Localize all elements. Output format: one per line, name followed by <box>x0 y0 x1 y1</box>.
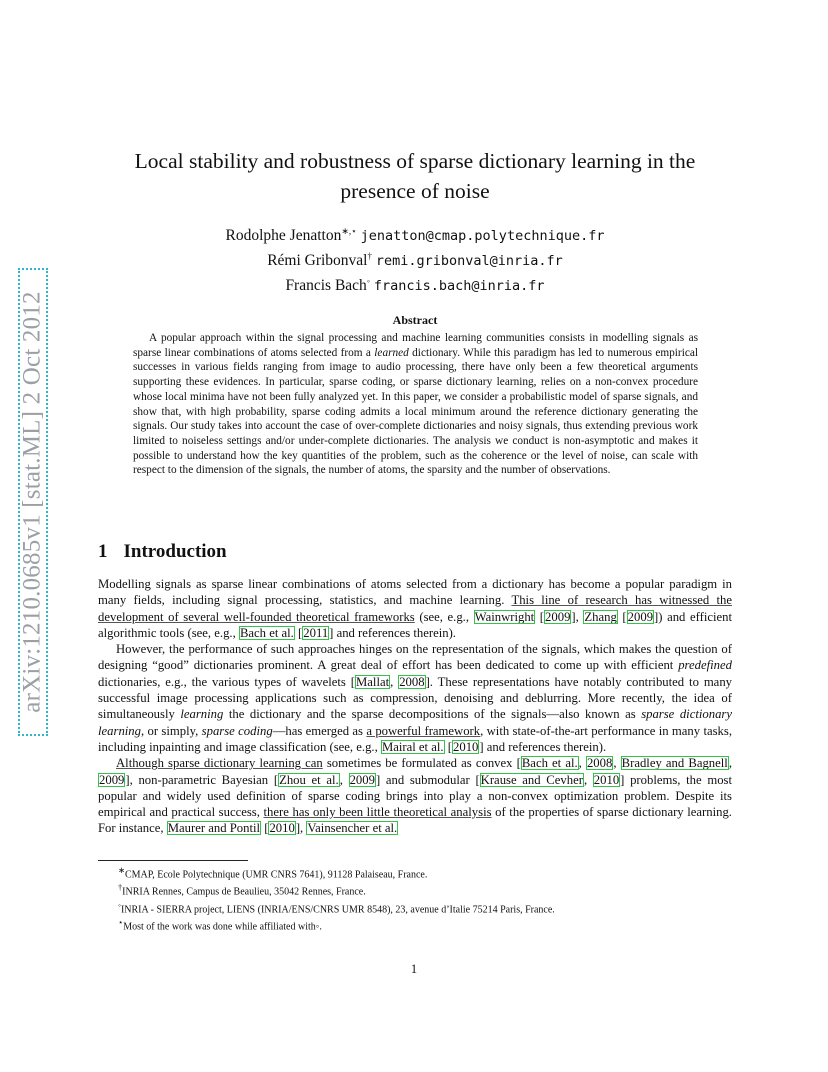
citation-link[interactable]: Mallat <box>356 674 390 689</box>
abstract-heading: Abstract <box>392 313 438 327</box>
footnote-text: Most of the work was done while affiliated with◦. <box>123 921 322 933</box>
footnote <box>118 916 728 933</box>
text-segment: ] and references therein). <box>329 625 456 640</box>
section-heading <box>98 541 227 563</box>
author-block <box>100 221 730 296</box>
citation-link[interactable]: 2009 <box>627 609 654 624</box>
citation-link[interactable]: Krause and Cevher <box>480 772 583 787</box>
text-segment: of the properties of sparse dictionary learning. For instance, <box>98 805 732 836</box>
text-segment: [ <box>294 625 303 640</box>
footnote-text: CMAP, Ecole Polytechnique (UMR CNRS 7641), 91128 Palaiseau, France. <box>124 869 428 881</box>
citation-link[interactable]: Maurer and Pontil <box>167 821 261 836</box>
text-segment: —has emerged as <box>272 723 367 738</box>
footnote-mark: ◦ <box>118 900 121 910</box>
section-number: 1 <box>98 541 108 562</box>
abstract-text <box>133 331 698 478</box>
text-segment: [ <box>617 609 627 624</box>
citation-link[interactable]: 2010 <box>269 821 295 836</box>
text-segment: ], <box>295 821 307 836</box>
abstract-segment: dictionary. While this paradigm has led to numerous empirical successes in various fields ranging from image to audio processing, there have only been a few theoretical arguments supporting these evidences. In particular, sparse coding, or sparse dictionary learning, relies on a non-convex procedure whose local minima have not been fully analyzed yet. In this paper, we consider a probabilistic model of sparse signals, and show that, with high probability, sparse coding admits a local minimum around the reference dictionary generating the signals. Our study takes into account the case of over-complete dictionaries and noisy signals, thus extending previous work limited to noiseless settings and/or under-complete dictionaries. The analysis we conduct is non-asymptotic and makes it possible to understand how the key quantities of the problem, such as the coherence or the level of noise, can scale with respect to the dimension of the signals, the number of atoms, the sparsity and the number of observations. <box>133 346 698 477</box>
citation-link[interactable]: Zhang <box>584 609 617 624</box>
footnote-text: INRIA Rennes, Campus de Beaulieu, 35042 Rennes, France. <box>122 886 366 898</box>
underlined-text: there has only been little theoretical analysis <box>263 805 492 820</box>
page-number: 1 <box>410 962 418 976</box>
author-line <box>100 271 730 296</box>
author-line <box>100 221 730 246</box>
text-segment: Modelling signals as sparse linear combinations of atoms selected from a dictionary has become a popular paradigm in many fields, including signal processing, statistics, and machine learning. <box>98 577 732 608</box>
author-email[interactable]: remi.gribonval@inria.fr <box>375 253 563 270</box>
paragraph <box>98 576 732 641</box>
introduction-body <box>98 576 732 837</box>
footnote-divider <box>98 860 248 861</box>
footnote-mark: ⋆ <box>118 917 124 927</box>
footnote <box>118 864 728 881</box>
author-affiliation-marks: † <box>367 251 372 262</box>
text-segment: ], <box>571 609 584 624</box>
citation-link[interactable]: 2008 <box>586 756 613 771</box>
author-affiliation-marks: ∗,⋆ <box>341 226 357 236</box>
author-line <box>100 246 730 271</box>
abstract-emphasis: learned <box>374 346 409 359</box>
text-segment: the dictionary and the sparse decompositions of the signals—also known as <box>223 707 642 722</box>
text-segment: ]. These representations have notably contributed to many successful image processing applications such as compression, denoising and deblurring. More recently, the idea of simultaneously <box>98 674 733 722</box>
underlined-text: This line of research has witnessed the development of several well-founded theoretical frameworks <box>98 593 733 624</box>
arxiv-identifier-stamp[interactable] <box>18 268 48 736</box>
text-segment: ], non-parametric Bayesian [ <box>125 772 279 787</box>
citation-link[interactable]: Zhou et al. <box>279 772 339 787</box>
citation-link[interactable]: 2009 <box>349 772 375 787</box>
text-segment: , <box>578 756 586 771</box>
text-segment: (see, e.g., <box>414 609 474 624</box>
text-segment: ] problems, the most popular and widely used definition of sparse coding brings into play a non-convex optimization problem. Despite its empirical and practical success, <box>98 772 733 820</box>
author-email[interactable]: jenatton@cmap.polytechnique.fr <box>360 228 605 245</box>
text-segment: sometimes be formulated as convex [ <box>322 756 521 771</box>
text-segment: , <box>339 772 349 787</box>
paper-title: Local stability and robustness of sparse dictionary learning in the presence of noise <box>134 149 696 203</box>
footnote-mark: ∗ <box>118 866 125 875</box>
paragraph <box>98 755 732 836</box>
footnotes <box>118 864 728 933</box>
author-name: Rodolphe Jenatton <box>225 227 342 245</box>
footnote-text: INRIA - SIERRA project, LIENS (INRIA/ENS/CNRS UMR 8548), 23, avenue d’Italie 75214 Paris, France. <box>120 903 555 915</box>
citation-link[interactable]: Mairal et al. <box>381 739 444 754</box>
citation-link[interactable]: Vainsencher et al. <box>307 821 398 836</box>
section-title: Introduction <box>123 541 227 562</box>
citation-link[interactable]: 2009 <box>545 609 571 624</box>
text-segment: However, the performance of such approaches hinges on the representation of the signals, which makes the question of designing “good” dictionaries prominent. A great deal of effort has been dedicated to come up with efficient <box>98 642 732 673</box>
author-name: Francis Bach <box>285 277 367 295</box>
text-segment: , <box>728 756 732 771</box>
author-email[interactable]: francis.bach@inria.fr <box>373 278 545 295</box>
citation-link[interactable]: 2010 <box>593 772 620 787</box>
citation-link[interactable]: Bach et al. <box>239 625 294 640</box>
footnote <box>118 899 728 916</box>
footnote <box>118 881 728 898</box>
citation-link[interactable]: 2008 <box>399 674 425 689</box>
emphasis: predefined <box>678 658 732 673</box>
citation-link[interactable]: 2011 <box>303 625 329 640</box>
text-segment: , <box>390 674 399 689</box>
text-segment: [ <box>261 821 269 836</box>
author-name: Rémi Gribonval <box>267 252 368 270</box>
author-affiliation-marks: ◦ <box>366 276 370 287</box>
citation-link[interactable]: Bach et al. <box>521 756 578 771</box>
text-segment: , or simply, <box>141 723 202 738</box>
citation-link[interactable]: 2010 <box>453 739 479 754</box>
text-segment: , <box>583 772 593 787</box>
citation-link[interactable]: Wainwright <box>474 609 535 624</box>
text-segment: , <box>613 756 621 771</box>
underlined-text: Although sparse dictionary learning can <box>116 756 323 771</box>
arxiv-identifier-text: arXiv:1210.0685v1 [stat.ML] 2 Oct 2012 <box>19 291 46 713</box>
emphasis: learning <box>180 707 224 722</box>
underlined-text: a powerful framework <box>366 723 481 738</box>
text-segment: ] and submodular [ <box>375 772 480 787</box>
footnote-mark: † <box>118 883 123 893</box>
abstract-segment: A popular approach within the signal processing and machine learning communities consists in modelling signals as sparse linear combinations of atoms selected from a <box>133 332 698 359</box>
text-segment: ] and references therein). <box>479 739 607 754</box>
text-segment: dictionaries, e.g., the various types of wavelets [ <box>98 674 355 689</box>
text-segment: [ <box>535 609 545 624</box>
text-segment: [ <box>444 739 452 754</box>
text-segment: , with state-of-the-art performance in many tasks, including inpainting and image classification (see, e.g., <box>98 723 732 754</box>
paragraph <box>98 641 732 755</box>
emphasis: sparse dictionary learning <box>98 707 732 738</box>
text-segment: ]) and efficient algorithmic tools (see, e.g., <box>98 609 733 640</box>
citation-link[interactable]: Bradley and Bagnell <box>621 756 728 771</box>
citation-link[interactable]: 2009 <box>99 772 125 787</box>
emphasis: sparse coding <box>201 723 273 738</box>
